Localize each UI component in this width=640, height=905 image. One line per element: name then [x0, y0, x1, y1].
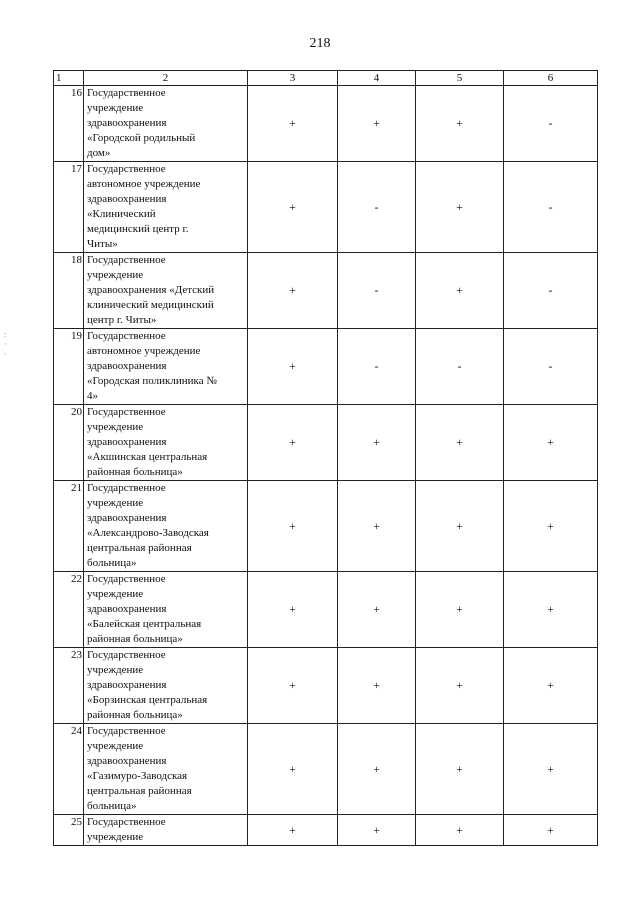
- institution-name-line: центральная районная: [87, 542, 192, 554]
- mark-col-5: +: [416, 648, 504, 724]
- institution-name-line: Государственное: [87, 254, 166, 266]
- table-row: [54, 329, 598, 405]
- row-number: 18: [54, 253, 84, 329]
- mark-col-5: +: [416, 405, 504, 481]
- mark-col-3: +: [248, 815, 338, 846]
- mark-col-5: +: [416, 815, 504, 846]
- column-header-2: 2: [84, 71, 248, 86]
- table-row: [54, 86, 598, 162]
- mark-col-5: +: [416, 481, 504, 572]
- mark-col-4: -: [338, 253, 416, 329]
- institution-name-line: Государственное: [87, 725, 166, 737]
- institution-name-line: Государственное: [87, 573, 166, 585]
- table-row: [54, 648, 598, 724]
- mark-col-3: +: [248, 572, 338, 648]
- institution-name: [84, 572, 248, 648]
- institution-name-line: автономное учреждение: [87, 345, 201, 357]
- institution-name-line: «Балейская центральная: [87, 618, 202, 630]
- institution-name-line: учреждение: [87, 269, 144, 281]
- institution-name-line: Государственное: [87, 87, 166, 99]
- institution-name-line: учреждение: [87, 664, 144, 676]
- institution-name-line: больница»: [87, 800, 137, 812]
- institution-name-line: «Акшинская центральная: [87, 451, 208, 463]
- mark-col-4: +: [338, 724, 416, 815]
- mark-col-5: +: [416, 162, 504, 253]
- mark-col-3: +: [248, 481, 338, 572]
- mark-col-6: +: [504, 572, 598, 648]
- institution-name-line: 4»: [87, 390, 98, 402]
- column-header-4: 4: [338, 71, 416, 86]
- mark-col-3: +: [248, 405, 338, 481]
- institution-name: [84, 724, 248, 815]
- institution-name-line: «Городская поликлиника №: [87, 375, 217, 387]
- mark-col-3: +: [248, 86, 338, 162]
- institution-name-line: Государственное: [87, 163, 166, 175]
- mark-col-6: +: [504, 481, 598, 572]
- institution-name: [84, 253, 248, 329]
- institution-name-line: центральная районная: [87, 785, 192, 797]
- mark-col-4: +: [338, 572, 416, 648]
- institution-name-line: центр г. Читы»: [87, 314, 157, 326]
- table-row: [54, 815, 598, 846]
- column-header-5: 5: [416, 71, 504, 86]
- institution-name-line: учреждение: [87, 740, 144, 752]
- mark-col-4: +: [338, 481, 416, 572]
- institution-name-line: здравоохранения: [87, 679, 167, 691]
- mark-col-3: +: [248, 162, 338, 253]
- institution-name-line: Государственное: [87, 816, 166, 828]
- mark-col-6: +: [504, 815, 598, 846]
- table-row: [54, 572, 598, 648]
- institution-name: [84, 648, 248, 724]
- mark-col-6: -: [504, 162, 598, 253]
- institution-name-line: «Александрово-Заводская: [87, 527, 209, 539]
- mark-col-4: +: [338, 815, 416, 846]
- mark-col-5: +: [416, 253, 504, 329]
- row-number: 21: [54, 481, 84, 572]
- institution-name-line: здравоохранения: [87, 436, 167, 448]
- mark-col-4: +: [338, 648, 416, 724]
- facilities-table: [53, 70, 598, 846]
- mark-col-3: +: [248, 724, 338, 815]
- institution-name: [84, 329, 248, 405]
- institution-name-line: районная больница»: [87, 466, 183, 478]
- institution-name-line: районная больница»: [87, 709, 183, 721]
- column-header-6: 6: [504, 71, 598, 86]
- column-header-1: 1: [54, 71, 84, 86]
- mark-col-4: -: [338, 162, 416, 253]
- institution-name: [84, 86, 248, 162]
- row-number: 19: [54, 329, 84, 405]
- institution-name-line: «Борзинская центральная: [87, 694, 208, 706]
- mark-col-3: +: [248, 329, 338, 405]
- mark-col-5: +: [416, 86, 504, 162]
- mark-col-4: +: [338, 86, 416, 162]
- mark-col-4: -: [338, 329, 416, 405]
- institution-name-line: здравоохранения: [87, 755, 167, 767]
- institution-name-line: здравоохранения: [87, 193, 167, 205]
- institution-name-line: здравоохранения: [87, 360, 167, 372]
- mark-col-4: +: [338, 405, 416, 481]
- mark-col-6: -: [504, 329, 598, 405]
- institution-name-line: учреждение: [87, 831, 144, 843]
- table-row: [54, 253, 598, 329]
- institution-name-line: здравоохранения: [87, 603, 167, 615]
- institution-name-line: клинический медицинский: [87, 299, 214, 311]
- institution-name-line: здравоохранения «Детский: [87, 284, 215, 296]
- institution-name-line: учреждение: [87, 497, 144, 509]
- mark-col-5: +: [416, 724, 504, 815]
- table-body: [54, 71, 598, 846]
- institution-name-line: учреждение: [87, 102, 144, 114]
- row-number: 17: [54, 162, 84, 253]
- institution-name-line: «Городской родильный: [87, 132, 196, 144]
- row-number: 24: [54, 724, 84, 815]
- table-row: [54, 481, 598, 572]
- mark-col-5: +: [416, 572, 504, 648]
- institution-name-line: районная больница»: [87, 633, 183, 645]
- institution-name-line: Читы»: [87, 238, 118, 250]
- mark-col-6: -: [504, 86, 598, 162]
- institution-name: [84, 405, 248, 481]
- institution-name-line: больница»: [87, 557, 137, 569]
- table-row: [54, 405, 598, 481]
- institution-name-line: учреждение: [87, 421, 144, 433]
- institution-name-line: автономное учреждение: [87, 178, 201, 190]
- institution-name-line: Государственное: [87, 649, 166, 661]
- mark-col-3: +: [248, 253, 338, 329]
- institution-name-line: здравоохранения: [87, 117, 167, 129]
- margin-scan-mark: : · ·: [4, 330, 7, 359]
- institution-name-line: «Газимуро-Заводская: [87, 770, 188, 782]
- table-row: [54, 162, 598, 253]
- column-header-3: 3: [248, 71, 338, 86]
- row-number: 16: [54, 86, 84, 162]
- page-number: 218: [309, 36, 331, 51]
- institution-name: [84, 162, 248, 253]
- mark-col-6: +: [504, 724, 598, 815]
- row-number: 20: [54, 405, 84, 481]
- row-number: 25: [54, 815, 84, 846]
- institution-name: [84, 481, 248, 572]
- institution-name-line: Государственное: [87, 482, 166, 494]
- institution-name-line: медицинский центр г.: [87, 223, 189, 235]
- institution-name-line: Государственное: [87, 406, 166, 418]
- mark-col-6: +: [504, 648, 598, 724]
- institution-name-line: учреждение: [87, 588, 144, 600]
- mark-col-6: +: [504, 405, 598, 481]
- mark-col-3: +: [248, 648, 338, 724]
- institution-name-line: дом»: [87, 147, 111, 159]
- row-number: 23: [54, 648, 84, 724]
- institution-name-line: «Клинический: [87, 208, 156, 220]
- row-number: 22: [54, 572, 84, 648]
- institution-name-line: здравоохранения: [87, 512, 167, 524]
- header-row: [54, 71, 598, 86]
- institution-name: [84, 815, 248, 846]
- mark-col-6: -: [504, 253, 598, 329]
- institution-name-line: Государственное: [87, 330, 166, 342]
- table-row: [54, 724, 598, 815]
- mark-col-5: -: [416, 329, 504, 405]
